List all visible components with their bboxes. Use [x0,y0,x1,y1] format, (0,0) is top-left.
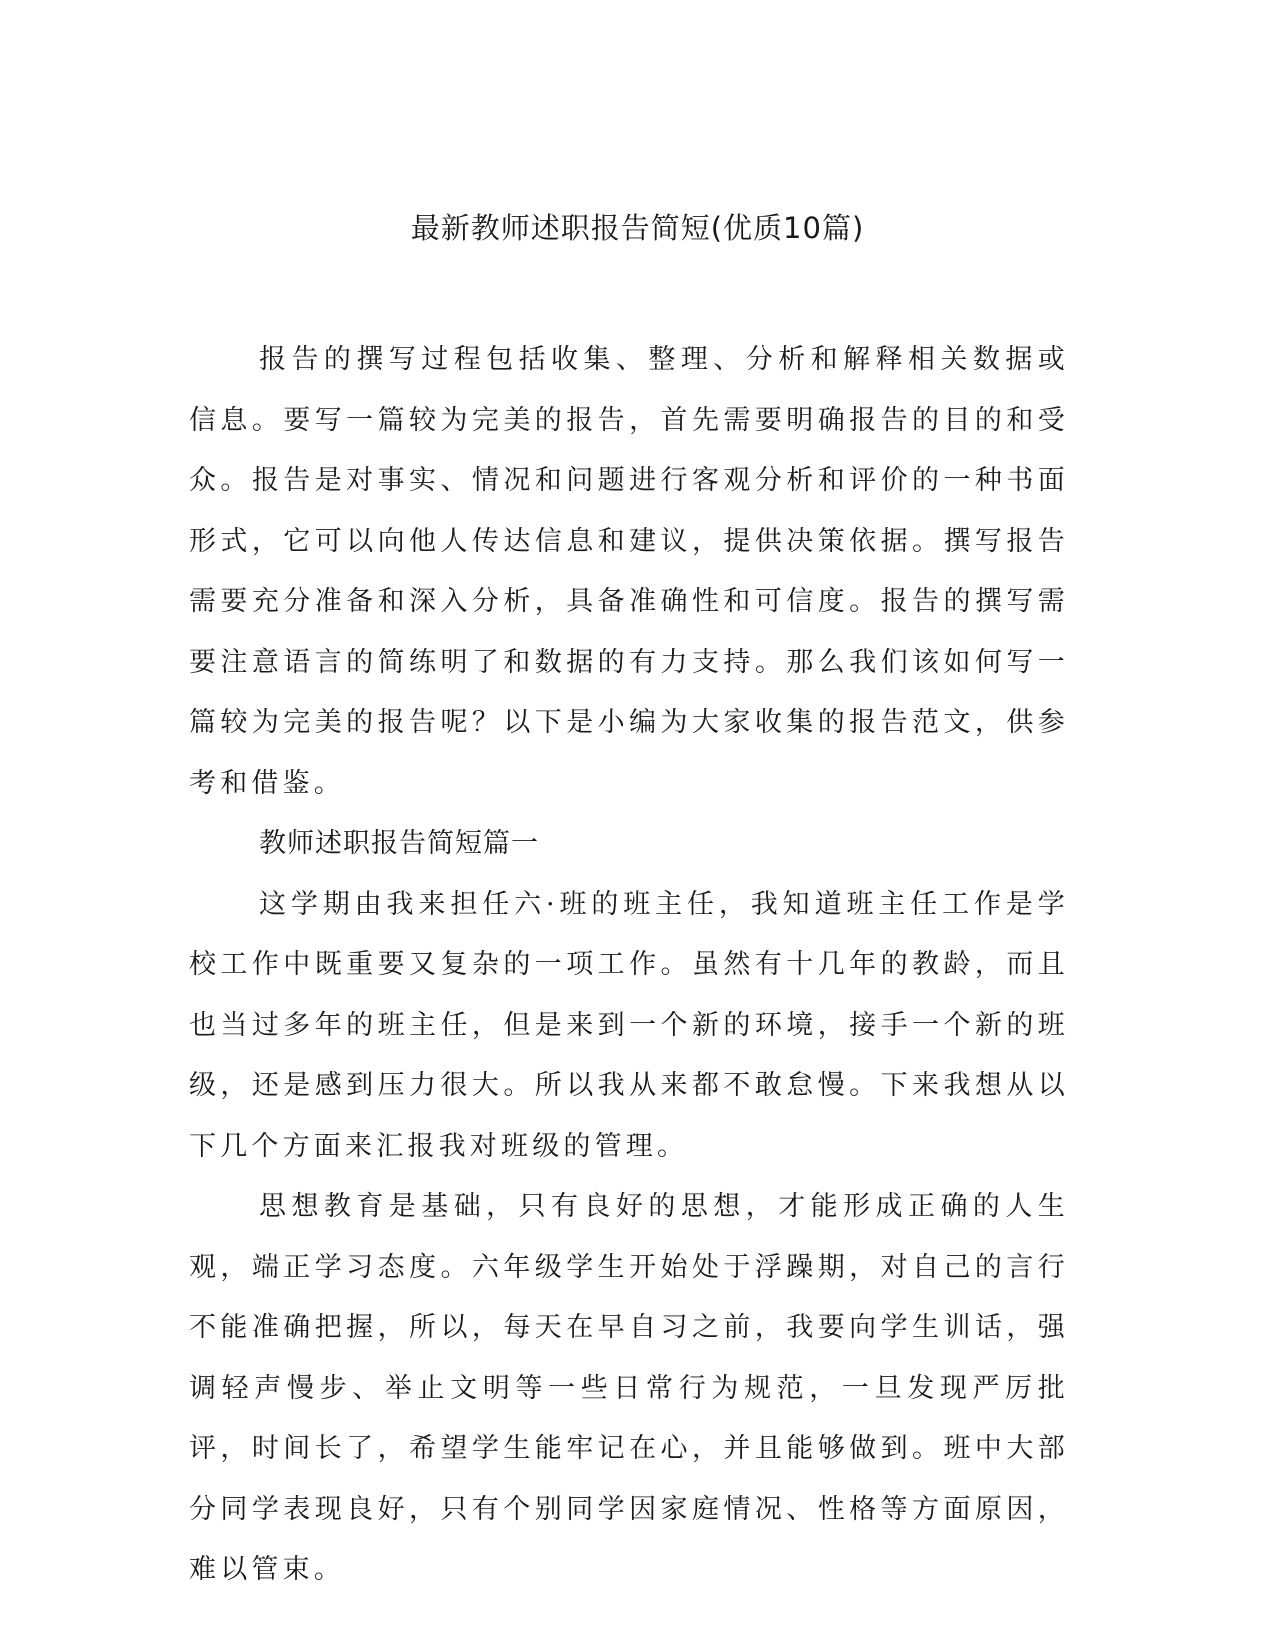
body-paragraph: 思想教育是基础，只有良好的思想，才能形成正确的人生观，端正学习态度。六年级学生开始处于浮躁期，对自己的言行不能准确把握，所以，每天在早自习之前，我要向学生训话，强调轻声慢步、举止文明等一些日常行为规范，一旦发现严厉批评，时间长了，希望学生能牢记在心，并且能够做到。班中大部分同学表现良好，只有个别同学因家庭情况、性格等方面原因，难以管束。 [189,1191,1069,1585]
document-title: 最新教师述职报告简短(优质10篇) [410,211,865,245]
body-paragraph: 这学期由我来担任六·班的班主任，我知道班主任工作是学校工作中既重要又复杂的一项工作。虽然有十几年的教龄，而且也当过多年的班主任，但是来到一个新的环境，接手一个新的班级，还是感到压力很大。所以我从来都不敢怠慢。下来我想从以下几个方面来汇报我对班级的管理。 [189,888,1069,1162]
intro-paragraph: 报告的撰写过程包括收集、整理、分析和解释相关数据或信息。要写一篇较为完美的报告，首先需要明确报告的目的和受众。报告是对事实、情况和问题进行客观分析和评价的一种书面形式，它可以向他人传达信息和建议，提供决策依据。撰写报告需要充分准备和深入分析，具备准确性和可信度。报告的撰写需要注意语言的简练明了和数据的有力支持。那么我们该如何写一篇较为完美的报告呢？以下是小编为大家收集的报告范文，供参考和借鉴。 [189,344,1069,799]
section-heading: 教师述职报告简短篇一 [259,828,539,859]
document-body [189,330,1069,1601]
